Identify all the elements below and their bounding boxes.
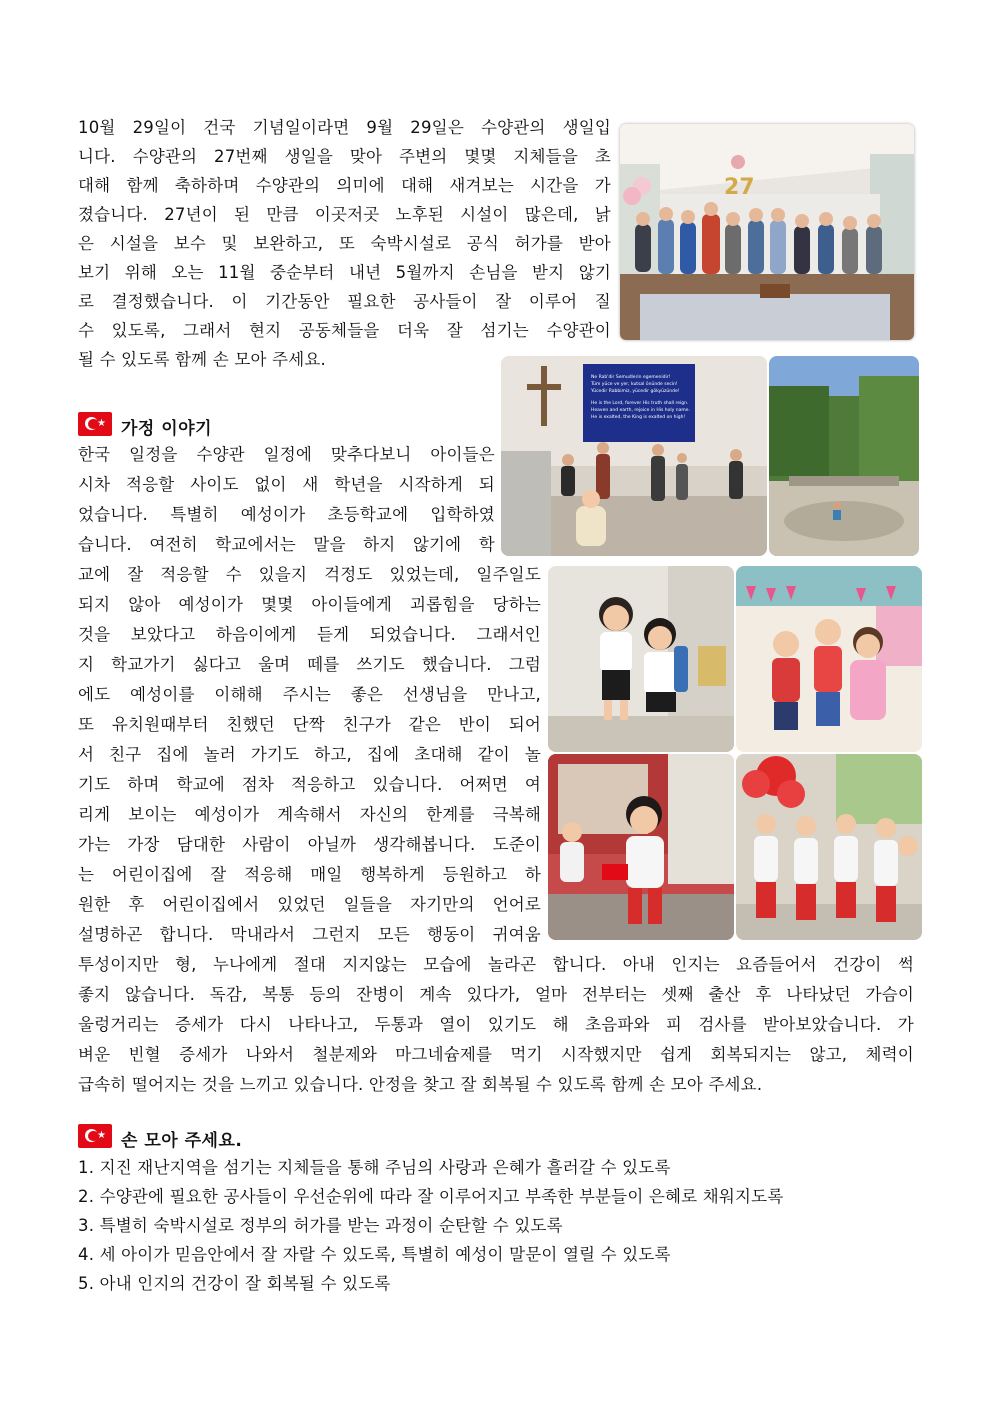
worship-service-photo: [501, 356, 767, 556]
intro-line-8: 수 있도록, 그래서 현지 공동체들을 더욱 잘 섬기는 수양관이: [78, 321, 611, 340]
intro-line-3: 대해 함께 축하하며 수양관의 의미에 대해 새겨보는 시간을 가: [78, 176, 611, 195]
family-line-5: 교에 잘 적응할 수 있을지 걱정도 있었는데, 일주일도: [78, 565, 541, 584]
party-group-photo: [620, 124, 914, 340]
slide-line-5: Heaven and earth, rejoice in His holy name.: [591, 408, 690, 413]
family-line-3: 었습니다. 특별히 예성이가 초등학교에 입학하였: [78, 505, 495, 524]
family-heading: 가정 이야기: [121, 419, 213, 439]
slide-line-4: He is the Lord, forever His truth shall reign.: [591, 401, 689, 406]
family-line-21: 벼운 빈혈 증세가 나와서 철분제와 마그네슘제를 먹기 시작했지만 쉽게 회복되지는 않고, 체력이: [78, 1045, 914, 1064]
turkey-flag-icon: ★: [78, 412, 112, 436]
kindergarten-kids-photo: [736, 566, 922, 752]
family-line-8: 지 학교가기 싫다고 울며 떼를 쓰기도 했습니다. 그럼: [78, 655, 541, 674]
slide-line-1: Ne Rab'dir Semudlerin egemenidir!: [591, 375, 671, 380]
family-line-12: 기도 하며 학교에 점차 적응하고 있습니다. 어쩌면 여: [78, 775, 541, 794]
family-line-18: 투성이지만 형, 누나에게 절대 지지않는 모습에 놀라곤 합니다. 아내 인지는 요즘들어서 건강이 썩: [78, 955, 914, 974]
family-line-19: 좋지 않습니다. 독감, 복통 등의 잔병이 계속 있다가, 얼마 전부터는 셋째 출산 후 나타났던 가슴이: [78, 985, 914, 1004]
prayer-heading: 손 모아 주세요.: [121, 1131, 243, 1151]
intro-line-9: 될 수 있도록 함께 손 모아 주세요.: [78, 350, 326, 369]
family-line-14: 가는 가장 담대한 사람이 아닐까 생각해봅니다. 도준이: [78, 835, 541, 854]
slide-line-2: Tüm yüce ve yer, kutsal önünde secin!: [591, 382, 678, 387]
prayer-item-3: 3. 특별히 숙박시설로 정부의 허가를 받는 과정이 순탄할 수 있도록: [78, 1216, 563, 1235]
party-number-balloon: 27: [724, 175, 755, 200]
prayer-item-5: 5. 아내 인지의 건강이 잘 회복될 수 있도록: [78, 1274, 391, 1293]
kids-school-photo: [548, 566, 734, 752]
boy-with-flag-photo: [548, 754, 734, 940]
family-line-16: 원한 후 어린이집에서 있었던 일들을 자기만의 언어로: [78, 895, 541, 914]
family-line-13: 리게 보이는 예성이가 계속해서 자신의 한계를 극복해: [78, 805, 541, 824]
intro-line-7: 로 결정했습니다. 이 기간동안 필요한 공사들이 잘 이루어 질: [78, 292, 611, 311]
prayer-item-4: 4. 세 아이가 믿음안에서 잘 자랄 수 있도록, 특별히 예성이 말문이 열릴 수 있도록: [78, 1245, 671, 1264]
family-line-17: 설명하곤 합니다. 막내라서 그런지 모든 행동이 귀여움: [78, 925, 541, 944]
family-line-22: 급속히 떨어지는 것을 느끼고 있습니다. 안정을 찾고 잘 회복될 수 있도록 함께 손 모아 주세요.: [78, 1075, 763, 1094]
family-line-10: 또 유치원때부터 친했던 단짝 친구가 같은 반이 되어: [78, 715, 541, 734]
prayer-item-2: 2. 수양관에 필요한 공사들이 우선순위에 따라 잘 이루어지고 부족한 부분들이 은혜로 채워지도록: [78, 1187, 784, 1206]
family-line-7: 것을 보았다고 하음이에게 듣게 되었습니다. 그래서인: [78, 625, 541, 644]
turkey-flag-icon: ★: [78, 1124, 112, 1148]
intro-line-4: 졌습니다. 27년이 된 만큼 이곳저곳 노후된 시설이 많은데, 낡: [78, 205, 611, 224]
family-line-20: 울렁거리는 증세가 다시 나타나고, 두통과 열이 있기도 해 초음파와 피 검사를 받아보았습니다. 가: [78, 1015, 914, 1034]
intro-line-6: 보기 위해 오는 11월 중순부터 내년 5월까지 손님을 받지 않기: [78, 263, 611, 282]
family-line-1: 한국 일정을 수양관 일정에 맞추다보니 아이들은: [78, 445, 495, 464]
outdoor-amphitheater-photo: [769, 356, 919, 556]
prayer-item-1: 1. 지진 재난지역을 섬기는 지체들을 통해 주님의 사랑과 은혜가 흘러갈 수 있도록: [78, 1158, 671, 1177]
slide-line-3: Yücedir Rabbimiz, yücedir gökyüzünde!: [591, 389, 680, 394]
family-line-9: 에도 예성이를 이해해 주시는 좋은 선생님을 만나고,: [78, 685, 541, 704]
slide-line-6: He is exalted, the King is exalted on high!: [591, 415, 686, 420]
family-line-4: 습니다. 여전히 학교에서는 말을 하지 않기에 학: [78, 535, 495, 554]
family-line-6: 되지 않아 예성이가 몇몇 아이들에게 괴롭힘을 당하는: [78, 595, 541, 614]
family-line-11: 서 친구 집에 놀러 가기도 하고, 집에 초대해 같이 놀: [78, 745, 541, 764]
family-line-15: 는 어린이집에 잘 적응해 매일 행복하게 등원하고 하: [78, 865, 541, 884]
intro-line-1: 10월 29일이 건국 기념일이라면 9월 29일은 수양관의 생일입: [78, 118, 611, 137]
intro-line-2: 니다. 수양관의 27번째 생일을 맞아 주변의 몇몇 지체들을 초: [78, 147, 611, 166]
intro-line-5: 은 시설을 보수 및 보완하고, 또 숙박시설로 공식 허가를 받아: [78, 234, 611, 253]
family-line-2: 시차 적응할 사이도 없이 새 학년을 시작하게 되: [78, 475, 495, 494]
kids-parade-photo: [736, 754, 922, 940]
